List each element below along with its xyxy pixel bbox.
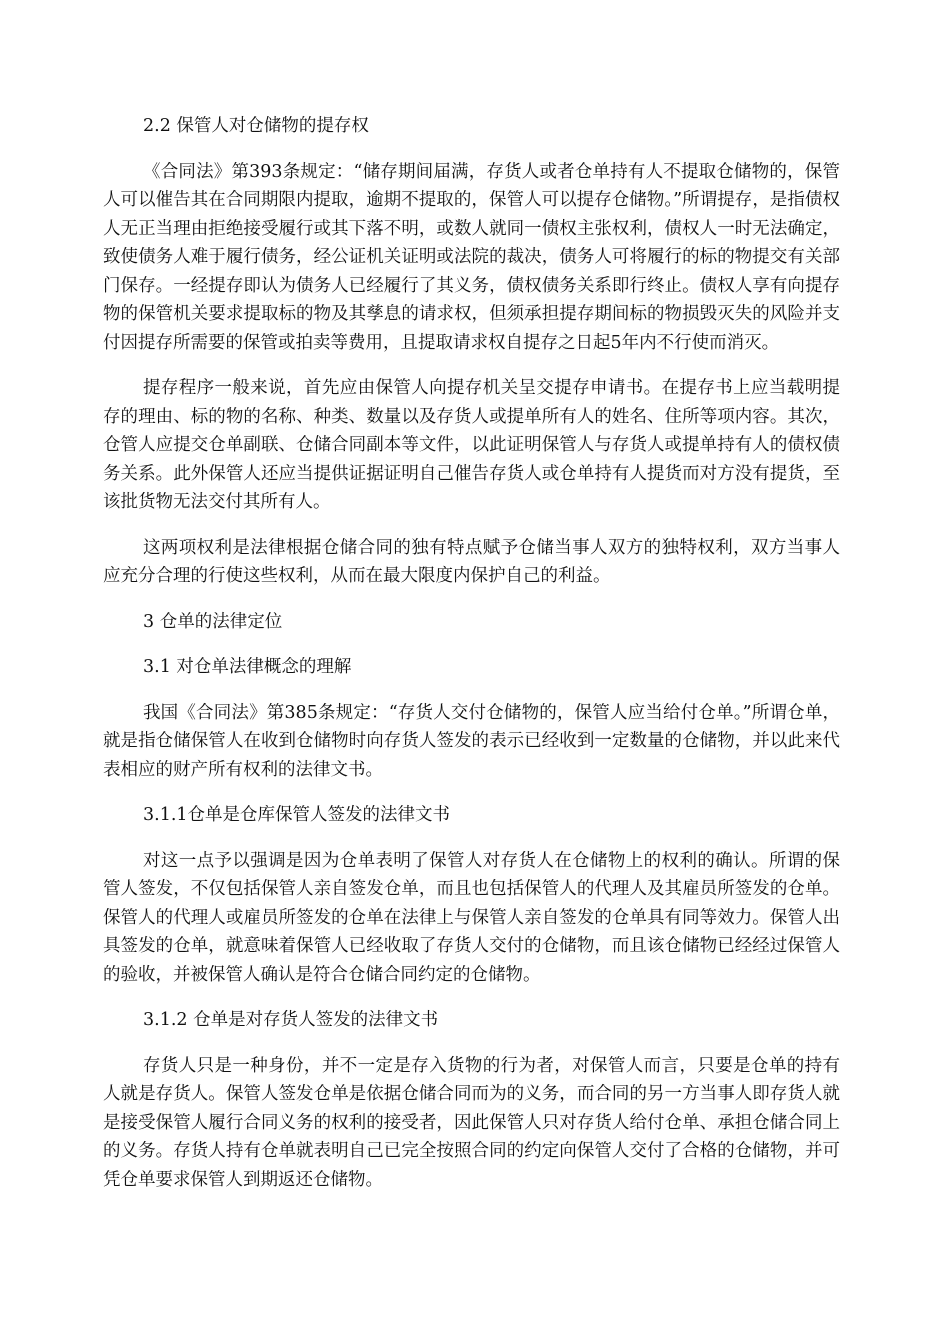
paragraph-retention-right: 《合同法》第393条规定：“储存期间届满，存货人或者仓单持有人不提取仓储物的，保管人可以催告其在合同期限内提取，逾期不提取的，保管人可以提存仓储物。”所谓提存，是指债权人无正当理由拒绝接受履行或其下落不明，或数人就同一债权主张权利，债权人一时无法确定，致使债务人难于履行债务，经公证机关证明或法院的裁决，债务人可将履行的标的物提交有关部门保存。一经提存即认为债务人已经履行了其义务，债权债务关系即行终止。债权人享有向提存物的保管机关要求提取标的物及其孳息的请求权，但须承担提存期间标的物损毁灭失的风险并支付因提存所需要的保管或拍卖等费用，且提取请求权自提存之日起5年内不行使而消灭。 — [103, 161, 840, 353]
paragraph-keeper-issued: 对这一点予以强调是因为仓单表明了保管人对存货人在仓储物上的权利的确认。所谓的保管人签发，不仅包括保管人亲自签发仓单，而且也包括保管人的代理人及其雇员所签发的仓单。保管人的代理人或雇员所签发的仓单在法律上与保管人亲自签发的仓单具有同等效力。保管人出具签发的仓单，就意味着保管人已经收取了存货人交付的仓储物，而且该仓储物已经经过保管人的验收，并被保管人确认是符合仓储合同约定的仓储物。 — [103, 850, 840, 985]
section-heading-2-2: 2.2 保管人对仓储物的提存权 — [143, 116, 369, 136]
section-heading-3-1-2: 3.1.2 仓单是对存货人签发的法律文书 — [143, 1010, 439, 1030]
paragraph-warehouse-receipt-definition: 我国《合同法》第385条规定：“存货人交付仓储物的，保管人应当给付仓单。”所谓仓单，就是指仓储保管人在收到仓储物时向存货人签发的表示已经收到一定数量的仓储物，并以此来代表相应的财产所有权利的法律文书。 — [103, 702, 840, 780]
section-heading-3-1-1: 3.1.1仓单是仓库保管人签发的法律文书 — [143, 805, 451, 825]
document-body — [103, 112, 840, 1211]
paragraph-depositor-issued: 存货人只是一种身份，并不一定是存入货物的行为者，对保管人而言，只要是仓单的持有人就是存货人。保管人签发仓单是依据仓储合同而为的义务，而合同的另一方当事人即存货人就是接受保管人履行合同义务的权利的接受者，因此保管人只对存货人给付仓单、承担仓储合同上的义务。存货人持有仓单就表明自己已完全按照合同的约定向保管人交付了合格的仓储物，并可凭仓单要求保管人到期返还仓储物。 — [103, 1055, 840, 1190]
paragraph-two-rights: 这两项权利是法律根据仓储合同的独有特点赋予仓储当事人双方的独特权利，双方当事人应充分合理的行使这些权利，从而在最大限度内保护自己的利益。 — [103, 537, 840, 586]
section-heading-3-1: 3.1 对仓单法律概念的理解 — [143, 657, 352, 677]
section-heading-3: 3 仓单的法律定位 — [143, 611, 283, 632]
paragraph-retention-procedure: 提存程序一般来说，首先应由保管人向提存机关呈交提存申请书。在提存书上应当载明提存的理由、标的物的名称、种类、数量以及存货人或提单所有人的姓名、住所等项内容。其次，仓管人应提交仓单副联、仓储合同副本等文件，以此证明保管人与存货人或提单持有人的债权债务关系。此外保管人还应当提供证据证明自己催告存货人或仓单持有人提货而对方没有提货，至该批货物无法交付其所有人。 — [103, 378, 840, 512]
